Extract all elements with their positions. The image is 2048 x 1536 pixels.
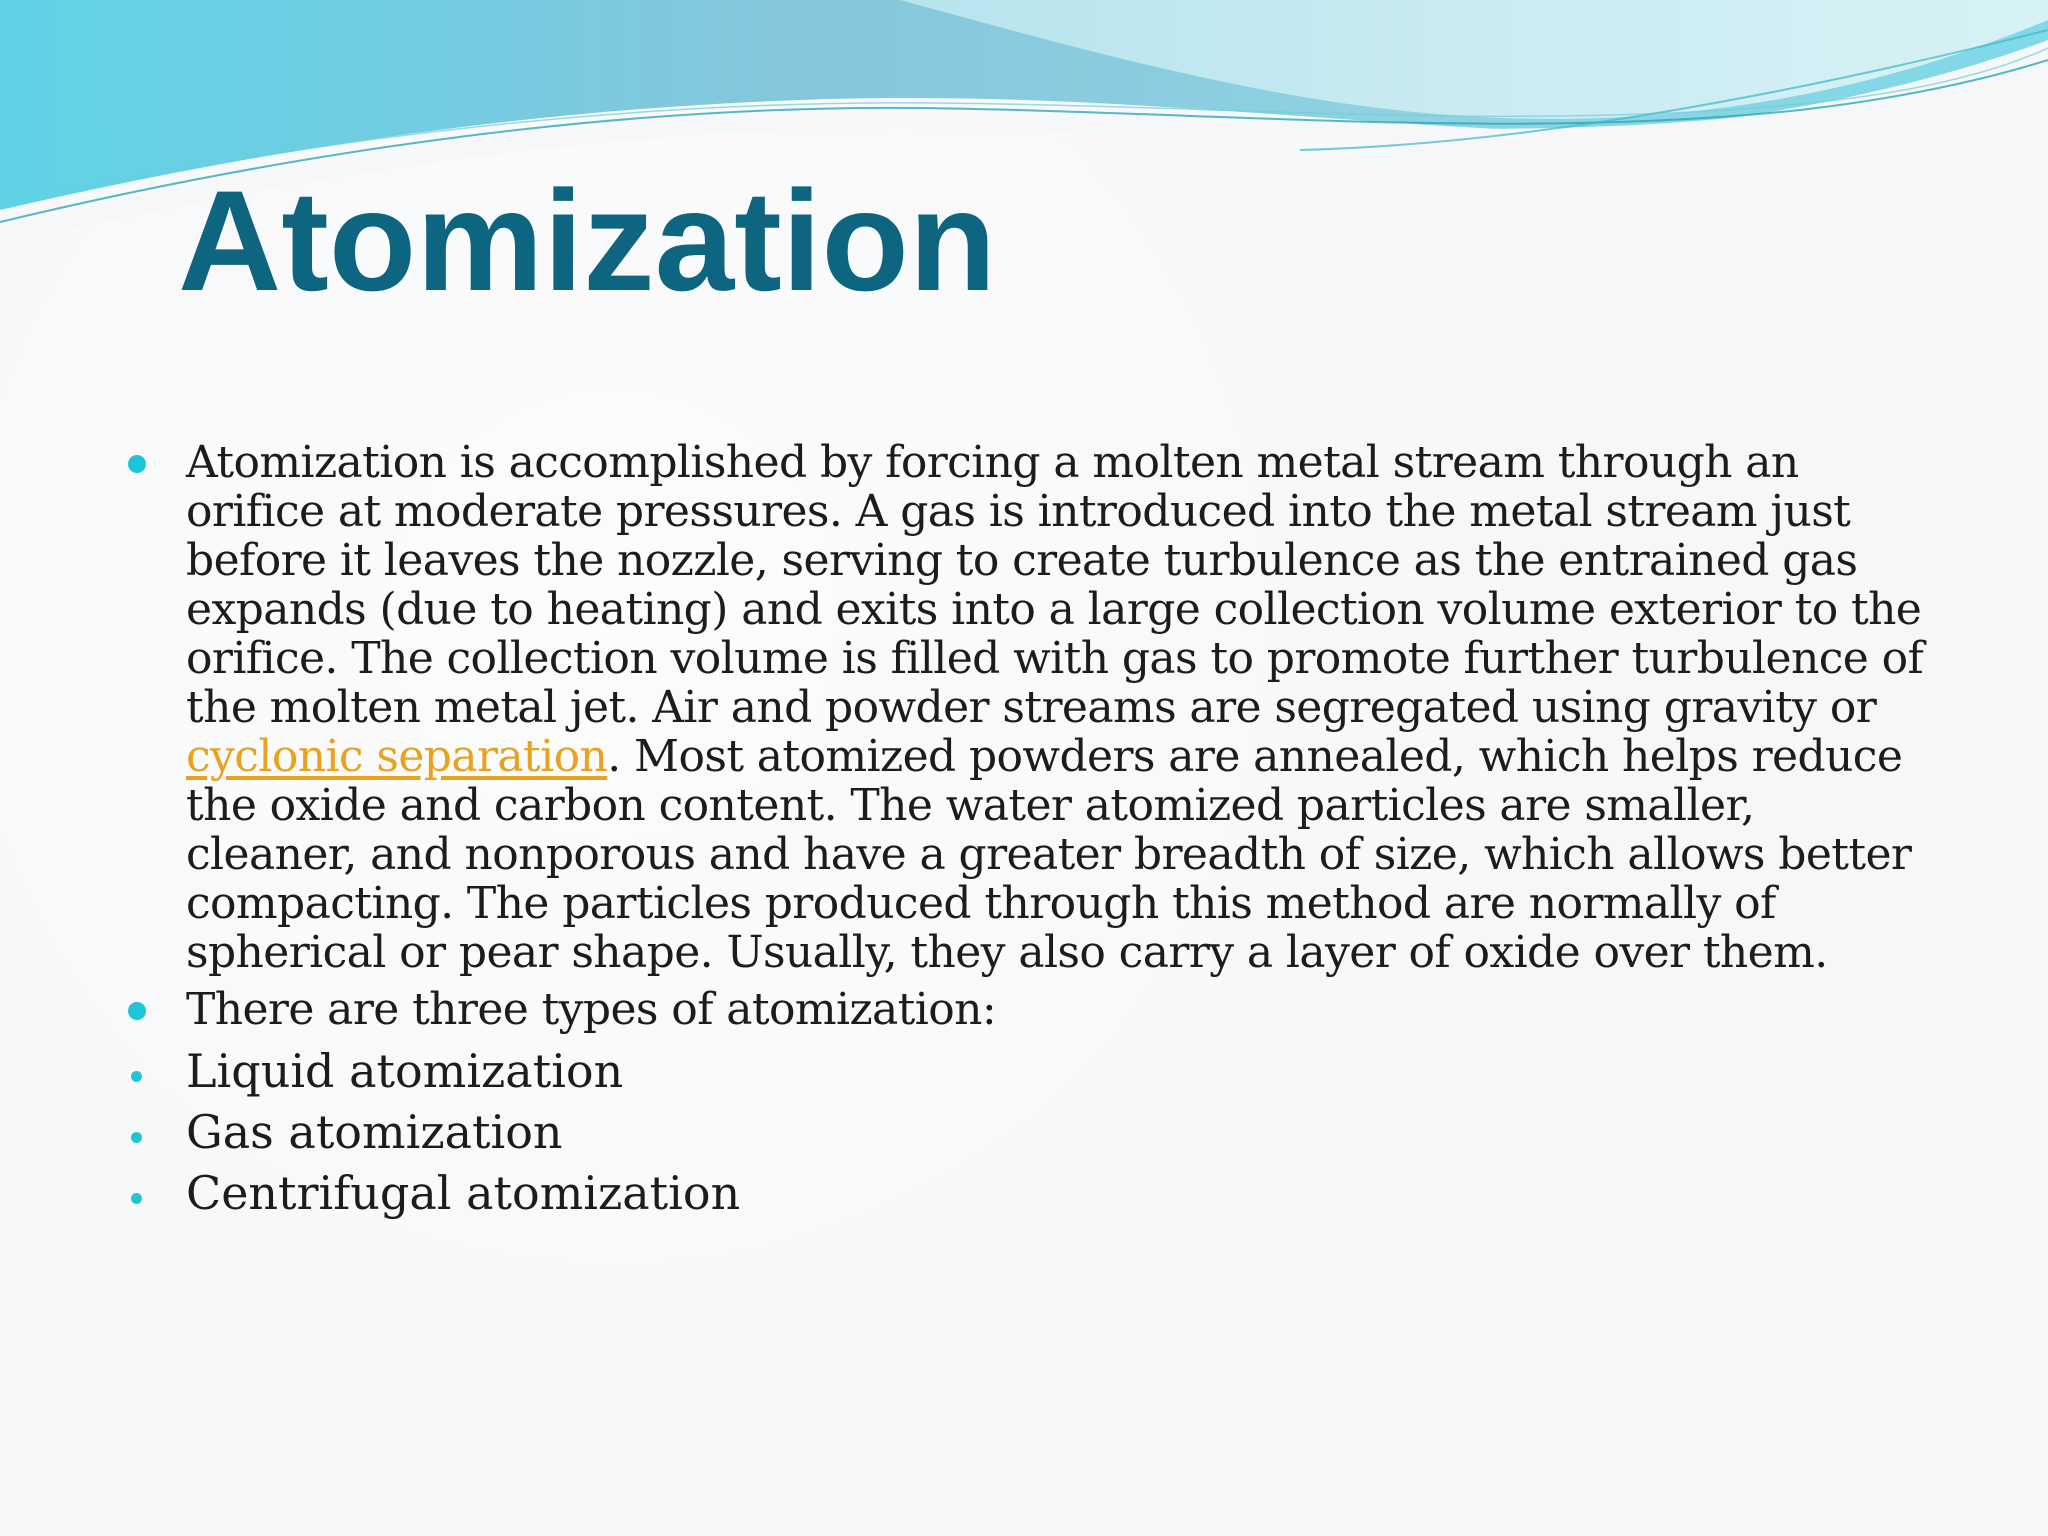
bullet-text [186,438,1932,977]
bullet-text: There are three types of atomization: [186,984,997,1035]
paragraph-text-after-link: . Most atomized powders are annealed, which helps reduce the oxide and carbon content. The water atomized particles are smaller, cleaner, and nonporous and have a greater breadth of size, which allows better compacting. The particles produced through this method are normally of spherical or pear shape. Usually, they also carry a layer of oxide over them. [186,731,1912,978]
sub-item-text: Liquid atomization [186,1044,624,1098]
bullet-icon [131,1193,142,1204]
sub-item-text: Gas atomization [186,1105,563,1159]
bullet-item [122,985,1932,1034]
slide-title: Atomization [178,162,997,321]
bullet-list [122,438,1932,1230]
bullet-icon [128,455,146,473]
bullet-icon [131,1071,142,1082]
sub-item [122,1044,1932,1098]
sub-item [122,1166,1932,1220]
cyclonic-separation-link[interactable]: cyclonic separation [186,731,608,782]
bullet-icon [131,1132,142,1143]
bullet-item [122,438,1932,977]
sub-item [122,1105,1932,1159]
paragraph-text-before-link: Atomization is accomplished by forcing a molten metal stream through an orifice at moderate pressures. A gas is introduced into the metal stream just before it leaves the nozzle, serving to create turbulence as the entrained gas expands (due to heating) and exits into a large collection volume exterior to the orifice. The collection volume is filled with gas to promote further turbulence of the molten metal jet. Air and powder streams are segregated using gravity or [186,437,1924,733]
bullet-icon [128,1002,146,1020]
sub-item-text: Centrifugal atomization [186,1166,741,1220]
